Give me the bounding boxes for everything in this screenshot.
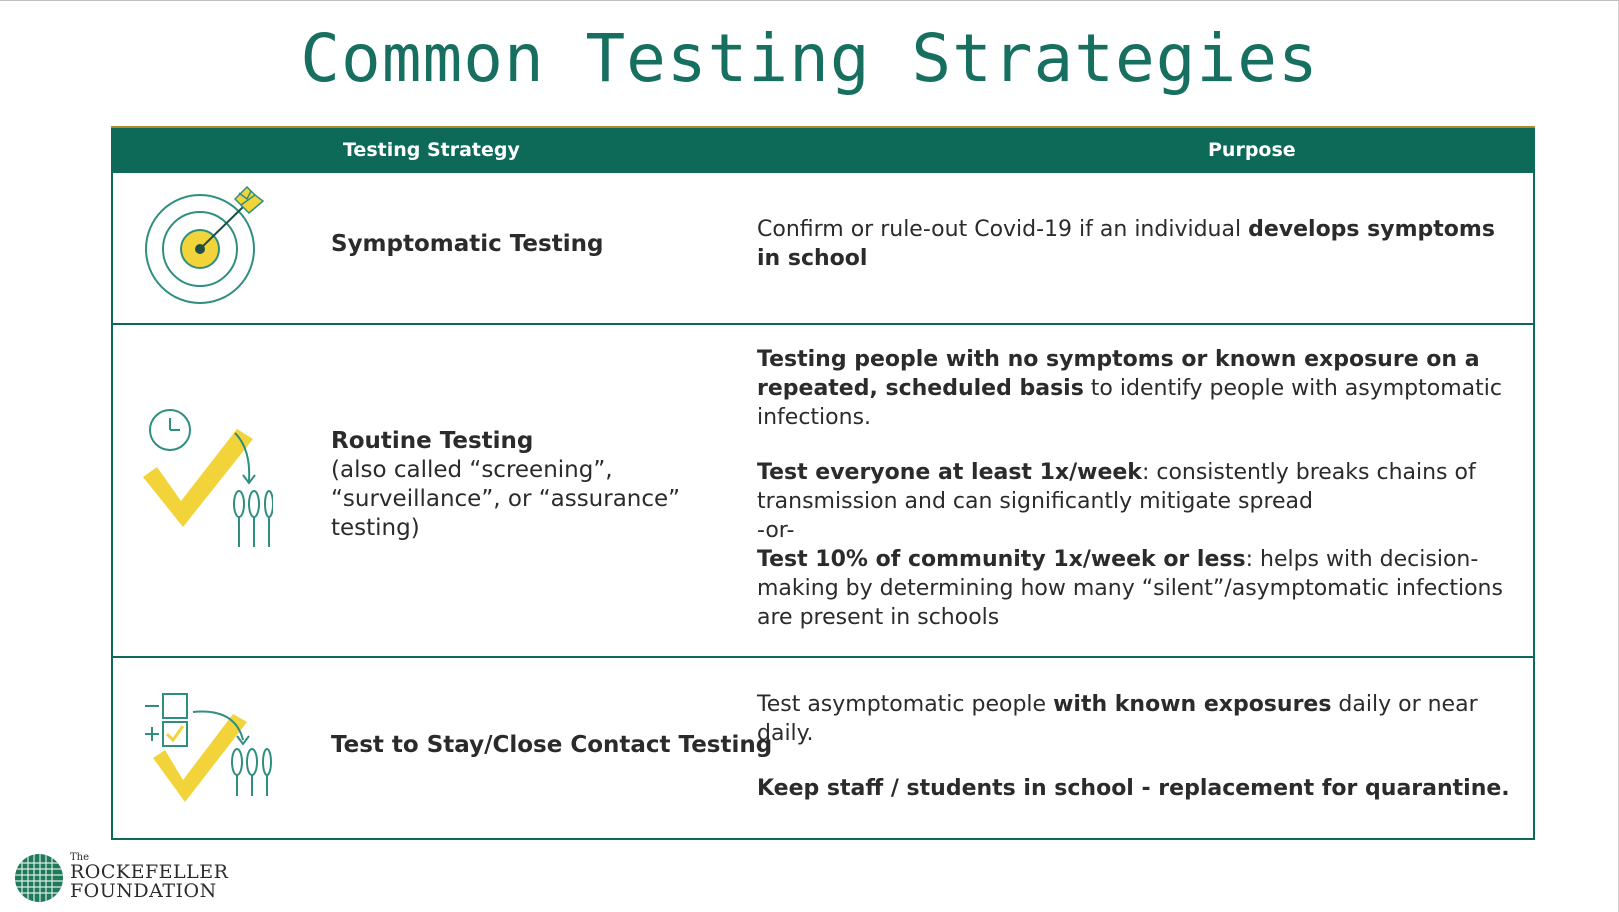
purpose-text-bold: develops symptoms in school: [757, 217, 1495, 271]
strategy-cell: [331, 731, 772, 760]
logo-the: The: [70, 852, 90, 863]
checkbox-checkmark-swabs-icon: [143, 688, 273, 812]
strategy-name: Routine Testing: [331, 428, 534, 454]
purpose-paragraph: [757, 458, 1517, 516]
purpose-text-plain: : helps with decision-making by determining how many “silent”/asymptomatic infections are present in schools: [757, 547, 1503, 630]
purpose-text-plain: : consistently breaks chains of transmission and can significantly mitigate spread: [757, 460, 1476, 514]
header-testing-strategy: Testing Strategy: [343, 139, 520, 161]
strategy-name: Test to Stay/Close Contact Testing: [331, 732, 773, 758]
table-row: [113, 323, 1533, 656]
target-arrow-icon: [143, 181, 269, 311]
purpose-or: -or-: [757, 518, 795, 543]
rockefeller-foundation-logo: [14, 853, 234, 907]
logo-line1: ROCKEFELLER: [70, 861, 229, 883]
strategy-name: Symptomatic Testing: [331, 231, 604, 257]
purpose-text: [757, 215, 1517, 273]
purpose-cell: [757, 690, 1517, 803]
purpose-paragraph: [757, 345, 1517, 432]
table-header: [111, 126, 1535, 173]
purpose-text-bold: Keep staff / students in school - replacement for quarantine.: [757, 776, 1510, 801]
checkmark-clock-swabs-icon: [143, 409, 273, 553]
purpose-text-plain: Confirm or rule-out Covid-19 if an individual: [757, 217, 1249, 242]
strategy-cell: [331, 427, 680, 543]
logo-wordmark: [70, 853, 228, 901]
purpose-paragraph: [757, 545, 1517, 632]
strategy-note: “surveillance”, or “assurance”: [331, 486, 681, 512]
purpose-paragraph: [757, 690, 1517, 748]
purpose-paragraph: [757, 774, 1517, 803]
purpose-text-bold: with known exposures: [1053, 692, 1332, 717]
purpose-text-bold: Test everyone at least 1x/week: [757, 460, 1142, 485]
globe-icon: [14, 853, 64, 903]
testing-strategies-table: [111, 126, 1535, 840]
purpose-text-bold: Testing people with no symptoms or known exposure on a repeated, scheduled basis: [757, 347, 1480, 401]
strategy-cell: [331, 230, 603, 259]
slide-title: Common Testing Strategies: [300, 20, 1319, 97]
purpose-text-plain: to identify people with asymptomatic infections.: [757, 376, 1502, 430]
purpose-cell: [757, 345, 1517, 632]
purpose-text-plain: Test asymptomatic people: [757, 692, 1054, 717]
purpose-text-bold: Test 10% of community 1x/week or less: [757, 547, 1246, 572]
purpose-cell: [757, 215, 1517, 273]
table-row: [113, 173, 1533, 323]
table-row: [113, 656, 1533, 838]
purpose-text-plain: daily or near daily.: [757, 692, 1478, 746]
header-purpose: Purpose: [1208, 139, 1296, 161]
logo-line2: FOUNDATION: [70, 880, 217, 902]
strategy-note: testing): [331, 515, 420, 541]
strategy-note: (also called “screening”,: [331, 457, 613, 483]
